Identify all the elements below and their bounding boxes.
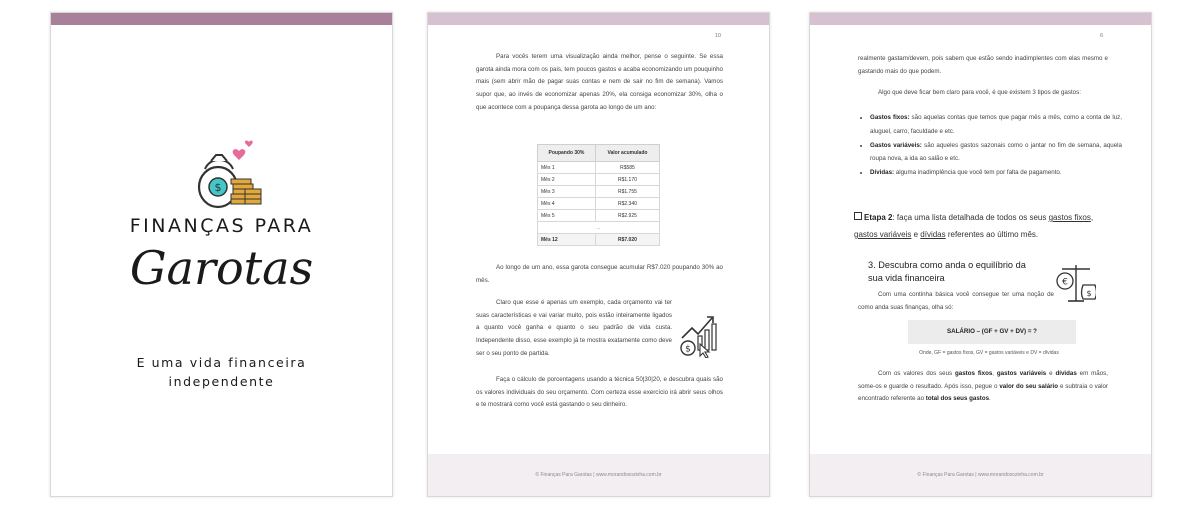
etapa-2-task: Etapa 2: faça uma lista detalhada de todos os seus gastos fixos, gastos variáveis e dívidas referentes ao último mês. — [854, 213, 1094, 239]
cover-script-title: Garotas — [129, 241, 314, 295]
table-cell-value: R$1.170 — [595, 174, 659, 186]
table-cell-month: Mês 12 — [538, 234, 596, 246]
page-header-band — [810, 13, 1151, 25]
table-cell-month: Mês 1 — [538, 162, 596, 174]
table-cell-value: R$1.755 — [595, 186, 659, 198]
summary-paragraph: Ao longo de um ano, essa garota consegue acumular R$7.020 poupando 30% ao mês. — [476, 264, 723, 284]
table-row — [538, 186, 660, 198]
continuation-paragraph: realmente gastam/devem, pois sabem que estão sendo inadimplentes com elas mesmo e gastando mais do que podem. — [858, 55, 1108, 75]
table-cell-month: Mês 5 — [538, 210, 596, 222]
table-cell-month: Mês 2 — [538, 174, 596, 186]
table-cell-value: R$585 — [595, 162, 659, 174]
savings-table — [537, 144, 660, 246]
svg-text:$: $ — [1086, 289, 1092, 298]
table-cell-month: Mês 3 — [538, 186, 596, 198]
cover-subtitle — [51, 353, 392, 391]
table-row-total — [538, 234, 660, 246]
list-item: • Dívidas: alguma inadimplência que você tem por falta de pagamento. — [870, 166, 1122, 180]
salary-formula: SALÁRIO – (GF + GV + DV) = ? — [908, 320, 1076, 344]
section-heading: 3. Descubra como anda o equilíbrio da sua vida financeira — [868, 260, 1026, 283]
balance-scale-icon — [1056, 261, 1096, 307]
table-cell-value: R$2.340 — [595, 198, 659, 210]
cover-header-band — [51, 13, 392, 25]
cover-subtitle-line1: E uma vida financeira — [136, 355, 307, 370]
svg-text:$: $ — [214, 181, 222, 194]
table-cell-value: R$2.925 — [595, 210, 659, 222]
cover-subtitle-line2: independente — [168, 374, 275, 389]
formula-legend: Onde, GF = gastos fixos, GV = gastos variáveis e DV = dívidas — [919, 350, 1059, 356]
cover-page — [50, 12, 393, 497]
list-item: • Gastos variáveis: são aqueles gastos sazonais como o jantar no fim de semana, aquela roupa nova, a ida ao salão e etc. — [870, 139, 1122, 167]
page-footer: © Finanças Para Garotas | www.morandosozinha.com.br — [810, 454, 1151, 496]
table-cell-value: R$7.020 — [595, 234, 659, 246]
table-row — [538, 210, 660, 222]
table-row — [538, 174, 660, 186]
page-6 — [809, 12, 1152, 497]
page-footer: © Finanças Para Garotas | www.morandosozinha.com.br — [428, 454, 769, 496]
checkbox-icon — [854, 212, 862, 220]
table-row — [538, 162, 660, 174]
cover-title: FINANÇAS PARA — [129, 215, 314, 237]
formula-intro-paragraph: Com uma continha básica você consegue ter uma noção de como anda suas finanças, olha só: — [858, 291, 1054, 311]
table-ellipsis: ... — [538, 222, 660, 234]
svg-text:$: $ — [685, 344, 691, 355]
table-header-poupando: Poupando 30% — [538, 145, 596, 162]
types-intro-paragraph: Algo que deve ficar bem claro para você, é que existem 3 tipos de gastos: — [878, 89, 1081, 96]
example-paragraph: Claro que esse é apenas um exemplo, cada orçamento vai ter suas características e vai variar muito, pois estão inteiramente ligados a quanto você ganha e quanto o seu padrão de vida custa. Independente disso, esse exemplo já te mostra exatamente como deve ser o seu ponto de partida. — [476, 299, 672, 357]
svg-text:€: € — [1062, 277, 1068, 288]
financial-growth-icon — [678, 310, 720, 358]
page-header-band — [428, 13, 769, 25]
page-number: 10 — [714, 33, 721, 39]
table-ellipsis-row — [538, 222, 660, 234]
page-number: 6 — [1099, 33, 1103, 39]
expense-types-list — [856, 111, 1122, 180]
table-row — [538, 198, 660, 210]
table-cell-month: Mês 4 — [538, 198, 596, 210]
technique-paragraph: Faça o cálculo de porcentagens usando a técnica 50|30|20, e descubra quais são os valores individuais do seu orçamento. Com certeza esse exercício irá abrir seus olhos e te mostrará como você está gastando o seu dinheiro. — [476, 376, 723, 409]
money-bag-icon — [193, 139, 263, 211]
table-header-valor: Valor acumulado — [595, 145, 659, 162]
calculation-paragraph: Com os valores dos seus gastos fixos, gastos variáveis e dívidas em mãos, some-os e guarde o resultado. Após isso, pegue o valor do seu salário e subtraia o valor encontrado referente ao total dos seus gastos. — [858, 370, 1108, 403]
list-item: • Gastos fixos: são aquelas contas que temos que pagar mês a mês, como a conta de luz, aluguel, carro, faculdade e etc. — [870, 111, 1122, 139]
intro-paragraph: Para vocês terem uma visualização ainda melhor, pense o seguinte. Se essa garota ainda mora com os pais, tem poucos gastos e acaba economizando um pouquinho mais (sem abrir mão de pagar suas contas e nem de sair no fim de semana). Vamos supor que, ao invés de economizar apenas 20%, ela consiga economizar 30%, olha o que acontece com a poupança dessa garota ao longo de um ano: — [476, 53, 723, 111]
page-10 — [427, 12, 770, 497]
